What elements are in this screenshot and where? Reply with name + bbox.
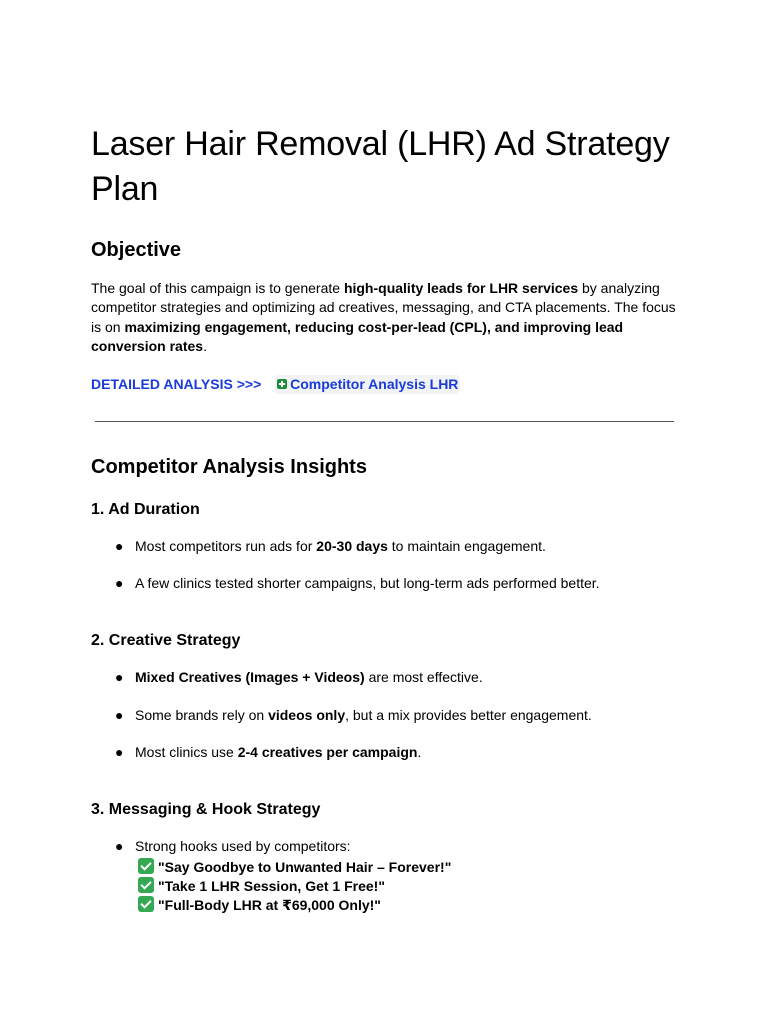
list-item-text: A few clinics tested shorter campaigns, but long-term ads performed better.: [135, 575, 600, 591]
list-item-text: Strong hooks used by competitors:: [135, 838, 351, 854]
google-sheets-icon: [277, 379, 287, 389]
section-creative-strategy-heading: 2. Creative Strategy: [91, 632, 241, 649]
list-item-text: Most competitors run ads for 20-30 days to maintain engagement.: [135, 538, 546, 554]
bullet-dot: ●: [115, 707, 124, 723]
list-item-text: Some brands rely on videos only, but a mix provides better engagement.: [135, 707, 592, 723]
horizontal-divider: [95, 421, 674, 422]
objective-heading: Objective: [91, 239, 182, 261]
hook-item: [138, 856, 451, 877]
section-messaging-hook-heading: 3. Messaging & Hook Strategy: [91, 801, 321, 818]
bullet-dot: ●: [115, 744, 124, 760]
document-title: Laser Hair Removal (LHR) Ad Strategy Plan: [91, 125, 670, 208]
hook-item: [138, 894, 381, 915]
white-check-mark-icon: [138, 858, 154, 874]
competitor-analysis-link-label: Competitor Analysis LHR: [290, 376, 459, 392]
insights-heading: Competitor Analysis Insights: [91, 456, 367, 478]
bullet-dot: ●: [115, 538, 124, 554]
bullet-dot: ●: [115, 575, 124, 591]
detailed-analysis-line: [91, 375, 460, 394]
bullet-dot: ●: [115, 838, 124, 854]
list-item-text: Mixed Creatives (Images + Videos) are most effective.: [135, 669, 483, 685]
hook-item: [138, 875, 385, 896]
objective-text-3: .: [203, 337, 207, 354]
hook-text: "Full-Body LHR at ₹69,000 Only!": [158, 897, 381, 913]
objective-bold-2: maximizing engagement, reducing cost-per-lead (CPL), and improving lead conversion rates: [91, 318, 624, 354]
objective-text-2: by analyzing competitor strategies and optimizing ad creatives, messaging, and CTA placements. The focus is on: [91, 280, 676, 335]
white-check-mark-icon: [138, 896, 154, 912]
list-item-text: Most clinics use 2-4 creatives per campaign.: [135, 744, 422, 760]
white-check-mark-icon: [138, 877, 154, 893]
hook-text: "Say Goodbye to Unwanted Hair – Forever!": [158, 859, 452, 875]
detailed-analysis-label: DETAILED ANALYSIS >>>: [91, 376, 262, 392]
objective-paragraph: [91, 279, 681, 356]
section-ad-duration-heading: 1. Ad Duration: [91, 501, 200, 518]
hook-text: "Take 1 LHR Session, Get 1 Free!": [158, 878, 385, 894]
competitor-analysis-link-chip[interactable]: [275, 375, 460, 394]
objective-bold-1: high-quality leads for LHR services: [343, 280, 579, 296]
bullet-dot: ●: [115, 669, 124, 685]
objective-text-1: The goal of this campaign is to generate: [91, 280, 344, 296]
